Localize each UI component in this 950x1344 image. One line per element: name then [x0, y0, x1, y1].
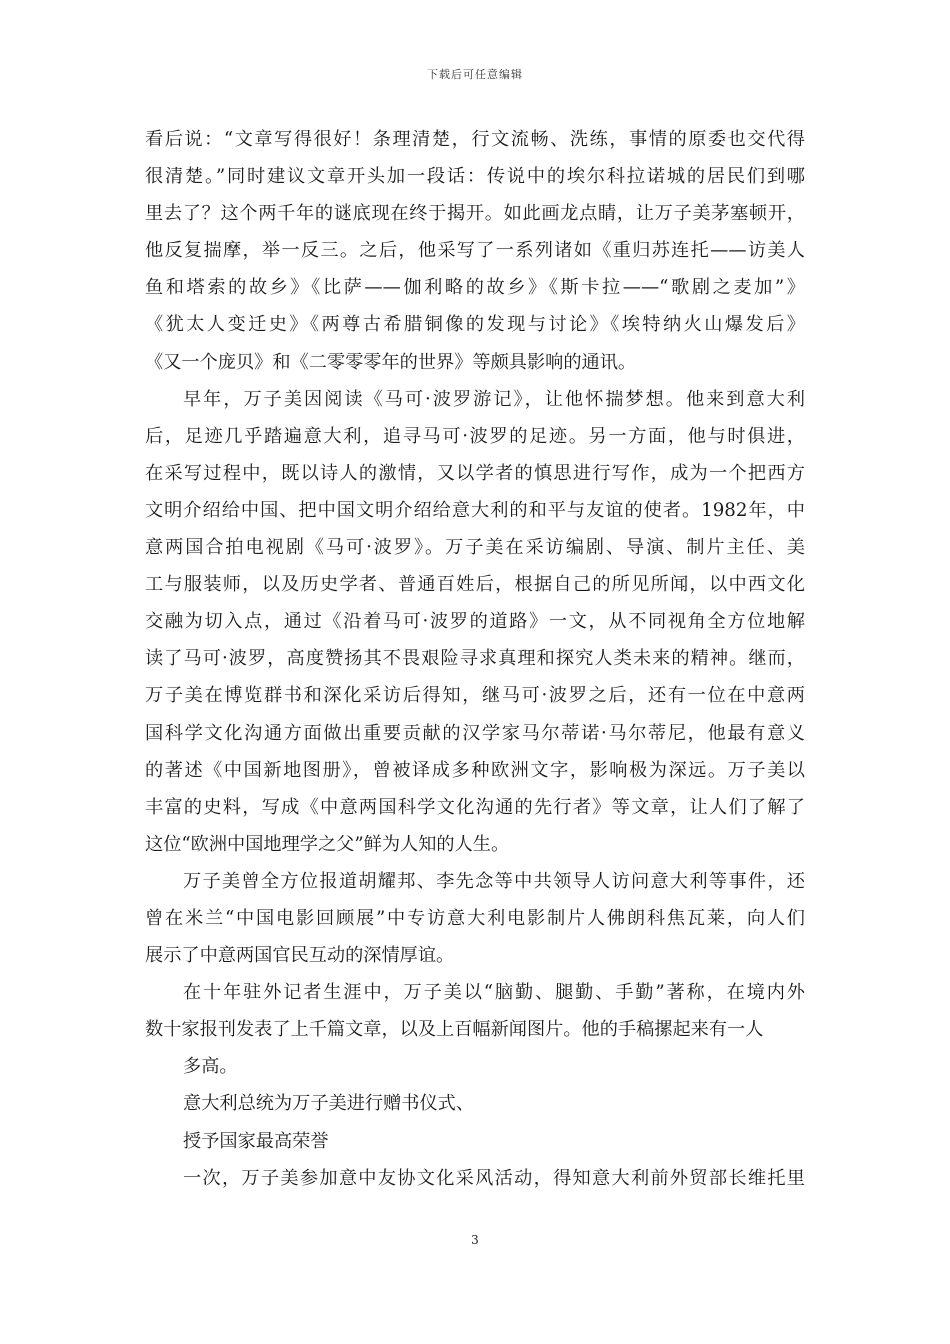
text-line: 一次，万子美参加意中友协文化采风活动，得知意大利前外贸部长维托里 [183, 1167, 805, 1189]
text-line: 展示了中意两国官民互动的深情厚谊。 [145, 945, 455, 967]
text-line: 《又一个庞贝》和《二零零零年的世界》等颇具影响的通讯。 [145, 351, 637, 373]
text-line: 早年，万子美因阅读《马可·波罗游记》，让他怀揣梦想。他来到意大利 [183, 388, 805, 410]
text-line: 意两国合拍电视剧《马可·波罗》。万子美在采访编剧、导演、制片主任、美 [145, 537, 805, 559]
page-number: 3 [471, 1233, 479, 1247]
text-line: 很清楚。”同时建议文章开头加一段话：传说中的埃尔科拉诺城的居民们到哪 [145, 166, 805, 188]
text-line: 工与服装师，以及历史学者、普通百姓后，根据自己的所见所闻，以中西文化 [145, 574, 805, 596]
text-line: 在十年驻外记者生涯中，万子美以“脑勤、腿勤、手勤”著称，在境内外 [183, 982, 805, 1004]
text-line: 后，足迹几乎踏遍意大利，追寻马可·波罗的足迹。另一方面，他与时俱进， [145, 425, 805, 447]
text-line: 里去了？这个两千年的谜底现在终于揭开。如此画龙点睛，让万子美茅塞顿开， [145, 203, 805, 225]
text-line: 万子美曾全方位报道胡耀邦、李先念等中共领导人访问意大利等事件，还 [183, 870, 805, 892]
document-body [145, 121, 805, 1197]
text-line: 读了马可·波罗，高度赞扬其不畏艰险寻求真理和探究人类未来的精神。继而， [145, 648, 805, 670]
text-line: 鱼和塔索的故乡》《比萨——伽利略的故乡》《斯卡拉——“歌剧之麦加”》 [145, 277, 805, 299]
text-line: 在采写过程中，既以诗人的激情，又以学者的慎思进行写作，成为一个把西方 [145, 462, 805, 484]
text-line: 交融为切入点，通过《沿着马可·波罗的道路》一文，从不同视角全方位地解 [145, 611, 805, 633]
text-line: 《犹太人变迁史》《两尊古希腊铜像的发现与讨论》《埃特纳火山爆发后》 [145, 314, 805, 336]
text-line: 国科学文化沟通方面做出重要贡献的汉学家马尔蒂诺·马尔蒂尼，他最有意义 [145, 722, 805, 744]
text-line: 丰富的史料，写成《中意两国科学文化沟通的先行者》等文章，让人们了解了 [145, 796, 805, 818]
text-line: 多高。 [183, 1056, 238, 1078]
text-line: 的著述《中国新地图册》，曾被译成多种欧洲文字，影响极为深远。万子美以 [145, 759, 805, 781]
text-line: 这位“欧洲中国地理学之父”鲜为人知的人生。 [145, 833, 510, 855]
text-line: 看后说：“文章写得很好！条理清楚，行文流畅、洗练，事情的原委也交代得 [145, 129, 805, 150]
page-header: 下载后可任意编辑 [427, 68, 523, 81]
text-line: 万子美在博览群书和深化采访后得知，继马可·波罗之后，还有一位在中意两 [145, 685, 805, 707]
section-heading-line: 意大利总统为万子美进行赠书仪式、 [183, 1093, 475, 1115]
text-line: 他反复揣摩，举一反三。之后，他采写了一系列诸如《重归苏连托——访美人 [145, 240, 805, 262]
section-heading-line: 授予国家最高荣誉 [183, 1130, 329, 1152]
text-line: 曾在米兰“中国电影回顾展”中专访意大利电影制片人佛朗科焦瓦莱，向人们 [145, 907, 805, 929]
text-line: 文明介绍给中国、把中国文明介绍给意大利的和平与友谊的使者。1982年，中 [145, 499, 805, 521]
text-line: 数十家报刊发表了上千篇文章，以及上百幅新闻图片。他的手稿摞起来有一人 [145, 1019, 764, 1041]
